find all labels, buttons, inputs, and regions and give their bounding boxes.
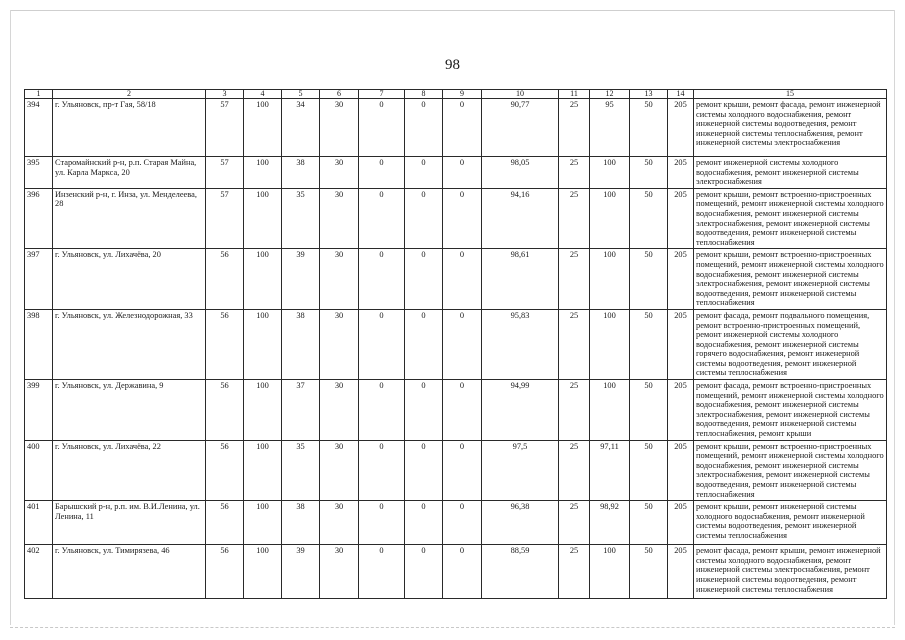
column-header-5: 5: [282, 90, 320, 99]
work-list: ремонт фасада, ремонт встроенно-пристроенных помещений, ремонт инженерной системы холодного водоснабжения, ремонт инженерной системы электроснабжения, ремонт инженерной системы водоотведения, ремонт инженерной системы теплоснабжения, ремонт крыши: [694, 380, 887, 441]
col-6: 30: [320, 188, 359, 249]
col-6: 30: [320, 249, 359, 310]
col-4: 100: [244, 545, 282, 599]
col-10: 98,61: [482, 249, 559, 310]
column-header-8: 8: [405, 90, 443, 99]
col-9: 0: [443, 545, 482, 599]
work-list: ремонт фасада, ремонт подвального помещения, ремонт встроенно-пристроенных помещений, ремонт инженерной системы холодного водоснабжения, ремонт инженерной системы горячего водоснабжения, ремонт инженерной системы водоотведения, ремонт инженерной системы теплоснабжения: [694, 309, 887, 379]
col-5: 38: [282, 309, 320, 379]
row-number: 397: [25, 249, 53, 310]
col-3: 56: [206, 309, 244, 379]
table-row: [25, 440, 887, 501]
col-14: 205: [668, 501, 694, 545]
address: Инзенский р-н, г. Инза, ул. Менделеева, 28: [53, 188, 206, 249]
col-12: 98,92: [590, 501, 630, 545]
col-13: 50: [630, 157, 668, 189]
col-13: 50: [630, 380, 668, 441]
col-10: 90,77: [482, 99, 559, 157]
column-header-12: 12: [590, 90, 630, 99]
col-13: 50: [630, 99, 668, 157]
col-14: 205: [668, 99, 694, 157]
column-header-6: 6: [320, 90, 359, 99]
column-header-15: 15: [694, 90, 887, 99]
col-8: 0: [405, 249, 443, 310]
col-7: 0: [359, 545, 405, 599]
col-13: 50: [630, 309, 668, 379]
col-4: 100: [244, 380, 282, 441]
table-row: [25, 249, 887, 310]
column-header-9: 9: [443, 90, 482, 99]
row-number: 400: [25, 440, 53, 501]
col-12: 100: [590, 249, 630, 310]
page-left-border: [10, 10, 11, 625]
work-list: ремонт крыши, ремонт инженерной системы холодного водоснабжения, ремонт инженерной системы водоотведения, ремонт инженерной системы теплоснабжения: [694, 501, 887, 545]
col-9: 0: [443, 440, 482, 501]
col-13: 50: [630, 501, 668, 545]
col-4: 100: [244, 309, 282, 379]
col-8: 0: [405, 380, 443, 441]
col-9: 0: [443, 309, 482, 379]
address: г. Ульяновск, ул. Лихачёва, 20: [53, 249, 206, 310]
col-11: 25: [559, 440, 590, 501]
col-11: 25: [559, 249, 590, 310]
col-3: 56: [206, 380, 244, 441]
col-14: 205: [668, 249, 694, 310]
column-header-11: 11: [559, 90, 590, 99]
table-row: [25, 157, 887, 189]
row-number: 399: [25, 380, 53, 441]
address: г. Ульяновск, ул. Железнодорожная, 33: [53, 309, 206, 379]
col-10: 94,99: [482, 380, 559, 441]
row-number: 394: [25, 99, 53, 157]
column-header-3: 3: [206, 90, 244, 99]
col-12: 97,11: [590, 440, 630, 501]
col-11: 25: [559, 157, 590, 189]
col-13: 50: [630, 545, 668, 599]
table-row: [25, 501, 887, 545]
col-6: 30: [320, 309, 359, 379]
col-7: 0: [359, 309, 405, 379]
col-8: 0: [405, 188, 443, 249]
address: г. Ульяновск, пр-т Гая, 58/18: [53, 99, 206, 157]
col-6: 30: [320, 380, 359, 441]
col-5: 38: [282, 157, 320, 189]
column-header-7: 7: [359, 90, 405, 99]
col-13: 50: [630, 188, 668, 249]
work-list: ремонт крыши, ремонт встроенно-пристроенных помещений, ремонт инженерной системы холодного водоснабжения, ремонт инженерной системы электроснабжения, ремонт инженерной системы водоотведения, ремонт инженерной системы теплоснабжения: [694, 249, 887, 310]
col-11: 25: [559, 501, 590, 545]
table-row: [25, 99, 887, 157]
col-12: 100: [590, 380, 630, 441]
col-4: 100: [244, 249, 282, 310]
table-header: [25, 90, 887, 99]
col-9: 0: [443, 380, 482, 441]
col-8: 0: [405, 157, 443, 189]
row-number: 395: [25, 157, 53, 189]
col-8: 0: [405, 309, 443, 379]
column-header-10: 10: [482, 90, 559, 99]
col-4: 100: [244, 99, 282, 157]
page-right-border: [894, 10, 895, 625]
col-7: 0: [359, 99, 405, 157]
col-9: 0: [443, 501, 482, 545]
col-11: 25: [559, 380, 590, 441]
col-4: 100: [244, 188, 282, 249]
col-3: 56: [206, 545, 244, 599]
col-9: 0: [443, 157, 482, 189]
col-12: 100: [590, 188, 630, 249]
column-header-13: 13: [630, 90, 668, 99]
col-5: 37: [282, 380, 320, 441]
col-5: 34: [282, 99, 320, 157]
col-5: 39: [282, 249, 320, 310]
col-3: 56: [206, 249, 244, 310]
col-6: 30: [320, 501, 359, 545]
table-row: [25, 380, 887, 441]
col-14: 205: [668, 545, 694, 599]
page-number: 98: [445, 57, 460, 73]
column-header-4: 4: [244, 90, 282, 99]
row-number: 402: [25, 545, 53, 599]
col-10: 95,83: [482, 309, 559, 379]
col-7: 0: [359, 440, 405, 501]
column-header-14: 14: [668, 90, 694, 99]
col-9: 0: [443, 249, 482, 310]
col-3: 57: [206, 188, 244, 249]
col-11: 25: [559, 188, 590, 249]
col-7: 0: [359, 380, 405, 441]
col-12: 100: [590, 545, 630, 599]
col-13: 50: [630, 249, 668, 310]
work-list: ремонт инженерной системы холодного водоснабжения, ремонт инженерной системы электроснабжения: [694, 157, 887, 189]
col-10: 88,59: [482, 545, 559, 599]
address: Барышский р-н, р.п. им. В.И.Ленина, ул. Ленина, 11: [53, 501, 206, 545]
row-number: 398: [25, 309, 53, 379]
col-10: 96,38: [482, 501, 559, 545]
column-header-2: 2: [53, 90, 206, 99]
col-7: 0: [359, 157, 405, 189]
col-3: 56: [206, 501, 244, 545]
col-5: 38: [282, 501, 320, 545]
col-9: 0: [443, 99, 482, 157]
col-8: 0: [405, 501, 443, 545]
col-13: 50: [630, 440, 668, 501]
table-row: [25, 188, 887, 249]
col-10: 98,05: [482, 157, 559, 189]
page-bottom-border: [10, 627, 895, 629]
col-4: 100: [244, 440, 282, 501]
table-body: [25, 99, 887, 599]
col-6: 30: [320, 99, 359, 157]
col-8: 0: [405, 440, 443, 501]
address: Старомайнский р-н, р.п. Старая Майна, ул. Карла Маркса, 20: [53, 157, 206, 189]
work-list: ремонт крыши, ремонт встроенно-пристроенных помещений, ремонт инженерной системы холодного водоснабжения, ремонт инженерной системы электроснабжения, ремонт инженерной системы водоотведения, ремонт инженерной системы теплоснабжения: [694, 440, 887, 501]
col-7: 0: [359, 501, 405, 545]
address: г. Ульяновск, ул. Державина, 9: [53, 380, 206, 441]
col-4: 100: [244, 501, 282, 545]
header-row: [25, 90, 887, 99]
col-11: 25: [559, 309, 590, 379]
col-7: 0: [359, 249, 405, 310]
col-11: 25: [559, 99, 590, 157]
col-14: 205: [668, 157, 694, 189]
col-12: 95: [590, 99, 630, 157]
row-number: 401: [25, 501, 53, 545]
col-3: 57: [206, 157, 244, 189]
col-12: 100: [590, 157, 630, 189]
col-9: 0: [443, 188, 482, 249]
register-table: [24, 89, 887, 599]
address: г. Ульяновск, ул. Тимирязева, 46: [53, 545, 206, 599]
col-8: 0: [405, 99, 443, 157]
work-list: ремонт крыши, ремонт встроенно-пристроенных помещений, ремонт инженерной системы холодного водоснабжения, ремонт инженерной системы электроснабжения, ремонт инженерной системы водоотведения, ремонт инженерной системы теплоснабжения: [694, 188, 887, 249]
col-6: 30: [320, 157, 359, 189]
table-row: [25, 309, 887, 379]
col-3: 57: [206, 99, 244, 157]
col-5: 39: [282, 545, 320, 599]
work-list: ремонт крыши, ремонт фасада, ремонт инженерной системы холодного водоснабжения, ремонт инженерной системы водоотведения, ремонт инженерной системы теплоснабжения, ремонт инженерной системы электроснабжения: [694, 99, 887, 157]
work-list: ремонт фасада, ремонт крыши, ремонт инженерной системы холодного водоснабжения, ремонт инженерной системы электроснабжения, ремонт инженерной системы водоотведения, ремонт инженерной системы теплоснабжения: [694, 545, 887, 599]
page-top-border: [10, 10, 895, 11]
table-row: [25, 545, 887, 599]
col-7: 0: [359, 188, 405, 249]
col-4: 100: [244, 157, 282, 189]
column-header-1: 1: [25, 90, 53, 99]
col-14: 205: [668, 309, 694, 379]
col-14: 205: [668, 188, 694, 249]
col-5: 35: [282, 188, 320, 249]
col-8: 0: [405, 545, 443, 599]
col-3: 56: [206, 440, 244, 501]
col-14: 205: [668, 380, 694, 441]
row-number: 396: [25, 188, 53, 249]
col-6: 30: [320, 440, 359, 501]
col-12: 100: [590, 309, 630, 379]
col-5: 35: [282, 440, 320, 501]
col-10: 94,16: [482, 188, 559, 249]
col-11: 25: [559, 545, 590, 599]
col-10: 97,5: [482, 440, 559, 501]
col-14: 205: [668, 440, 694, 501]
address: г. Ульяновск, ул. Лихачёва, 22: [53, 440, 206, 501]
col-6: 30: [320, 545, 359, 599]
